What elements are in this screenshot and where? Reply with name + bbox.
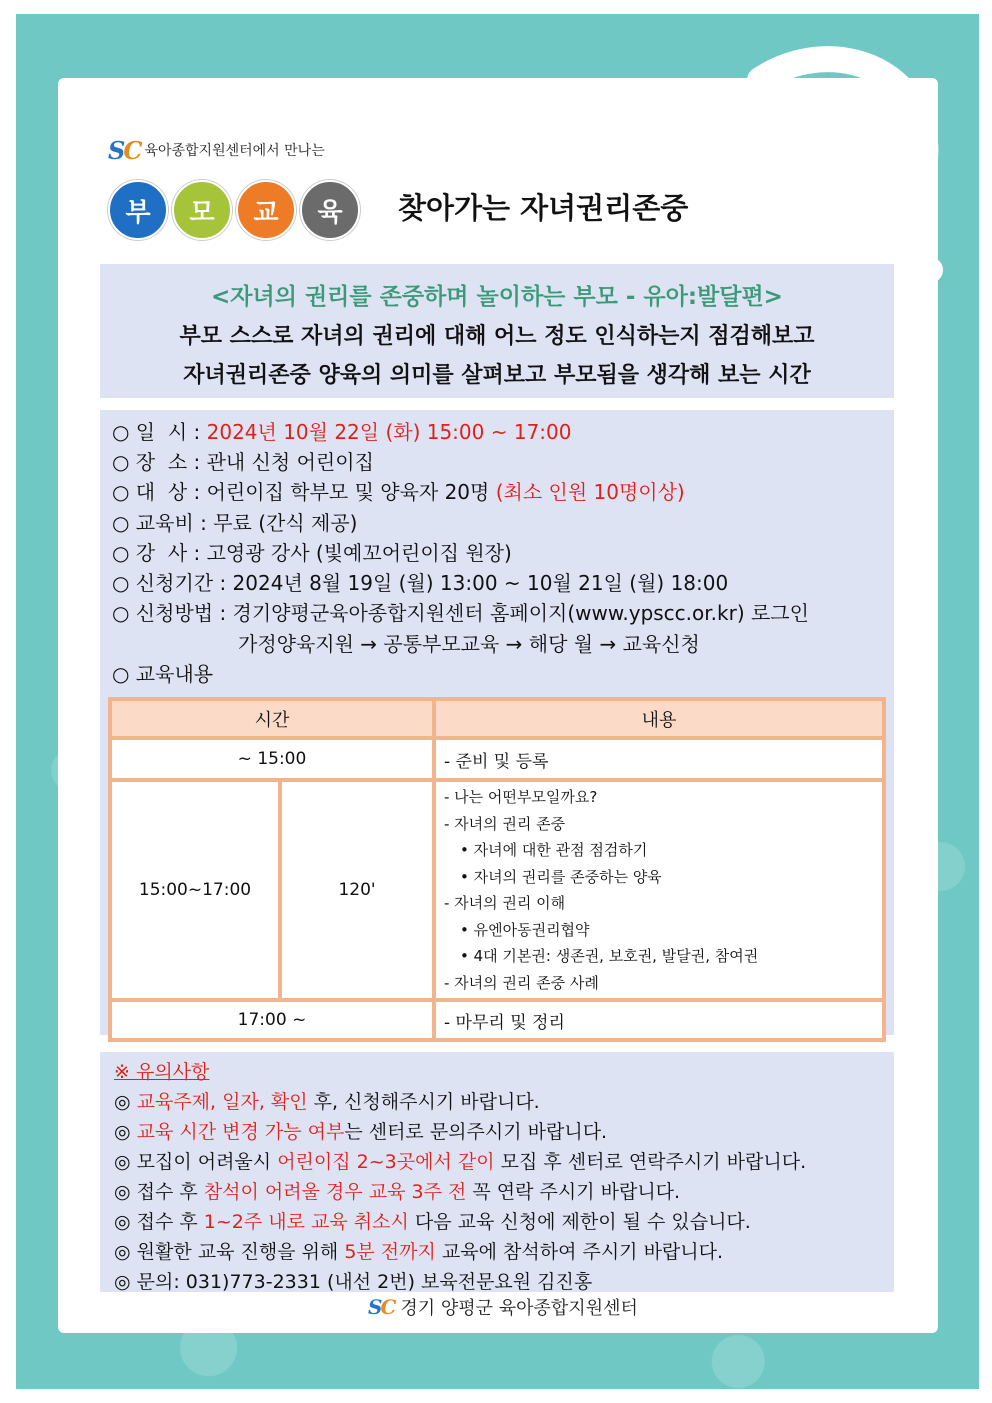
- notes-title: ※ 유의사항: [114, 1061, 210, 1083]
- list-item: • 자녀에 대한 관점 점검하기: [460, 841, 648, 859]
- info-content-label: ○ 교육내용: [112, 662, 214, 686]
- center-logo-line: [108, 135, 325, 165]
- info-period: ○ 신청기간 : 2024년 8월 19일 (월) 13:00 ~ 10월 21일 (월) 18:00: [112, 571, 729, 595]
- bullet: ◎: [114, 1121, 137, 1143]
- table-row: [110, 738, 884, 780]
- intro-line-1: 부모 스스로 자녀의 권리에 대해 어느 정도 인식하는지 점검해보고: [179, 324, 815, 349]
- info-place: ○ 장 소 : 관내 신청 어린이집: [112, 450, 374, 474]
- note-3-pre: 모집이 어려울시: [136, 1151, 278, 1173]
- bullet: ◎: [114, 1181, 137, 1203]
- info-method: ○ 신청방법 : 경기양평군육아종합지원센터 홈페이지(www.ypscc.or.kr) 로그인: [112, 601, 809, 625]
- bullet: ◎: [114, 1211, 137, 1233]
- intro-line-2: 자녀권리존중 양육의 의미를 살펴보고 부모됨을 생각해 보는 시간: [183, 363, 811, 388]
- note-3: [114, 1147, 806, 1174]
- note-4: [114, 1177, 680, 1204]
- note-7: [114, 1267, 592, 1294]
- note-1-text: 후, 신청해주시기 바랍니다.: [307, 1091, 540, 1113]
- target-label: ○ 대 상 : 어린이집 학부모 및 양육자 20명: [112, 480, 496, 504]
- bullet: ◎: [114, 1241, 137, 1263]
- note-3-text: 모집 후 센터로 연락주시기 바랍니다.: [494, 1151, 807, 1173]
- teapot-outline-decoration: [700, 40, 960, 300]
- list-item: • 4대 기본권: 생존권, 보호권, 발달권, 참여권: [460, 947, 759, 965]
- badge-mo: 모: [172, 180, 232, 240]
- row1-content: - 준비 및 등록: [434, 738, 884, 780]
- note-5-highlight: 1~2주 내로 교육 취소시: [203, 1211, 409, 1233]
- info-fee: ○ 교육비 : 무료 (간식 제공): [112, 511, 358, 535]
- row2-duration: 120': [280, 780, 434, 1000]
- date-label: ○ 일 시 :: [112, 420, 207, 444]
- info-method-path: 가정양육지원 → 공통부모교육 → 해당 월 → 교육신청: [238, 632, 700, 656]
- list-item: - 나는 어떤부모일까요?: [444, 788, 598, 806]
- table-row: [110, 780, 884, 1000]
- note-4-highlight: 참석이 어려울 경우 교육 3주 전: [203, 1181, 467, 1203]
- parent-education-badges: [108, 180, 360, 240]
- program-subtitle: <자녀의 권리를 존중하며 놀이하는 부모 - 유아:발달편>: [211, 284, 783, 310]
- note-5: [114, 1207, 751, 1234]
- row1-time: ~ 15:00: [110, 738, 434, 780]
- info-target: [112, 476, 685, 505]
- center-logo-icon: SC: [368, 1295, 395, 1319]
- row3-time: 17:00 ~: [110, 1000, 434, 1040]
- badge-yuk: 육: [300, 180, 360, 240]
- badge-gyo: 교: [236, 180, 296, 240]
- note-4-pre: 접수 후: [136, 1181, 204, 1203]
- target-minimum: (최소 인원 10명이상): [495, 480, 685, 504]
- list-item: • 자녀의 권리를 존중하는 양육: [460, 867, 662, 886]
- schedule-table: [108, 697, 886, 1042]
- bullet: ◎: [114, 1271, 137, 1293]
- note-2-highlight: 교육 시간 변경 가능 여부: [136, 1121, 345, 1143]
- header-content: 내용: [434, 699, 884, 738]
- list-item: - 자녀의 권리 존중: [444, 814, 566, 833]
- note-5-pre: 접수 후: [136, 1211, 204, 1233]
- note-3-highlight: 어린이집 2~3곳에서 같이: [277, 1151, 495, 1173]
- note-6-text: 교육에 참석하여 주시기 바랍니다.: [435, 1241, 724, 1263]
- note-7-contact: 문의: 031)773-2331 (내선 2번) 보육전문요원 김진홍: [136, 1271, 593, 1293]
- info-lecturer: ○ 강 사 : 고영광 강사 (빛예꼬어린이집 원장): [112, 541, 512, 565]
- bullet: ◎: [114, 1091, 137, 1113]
- list-item: - 자녀의 권리 존중 사례: [444, 973, 599, 992]
- note-1: [114, 1087, 540, 1114]
- note-2: [114, 1117, 607, 1144]
- note-4-text: 꼭 연락 주시기 바랍니다.: [466, 1181, 681, 1203]
- note-1-highlight: 교육주제, 일자, 확인: [136, 1091, 308, 1113]
- badge-bu: 부: [108, 180, 168, 240]
- row2-content: [434, 780, 884, 1000]
- note-5-text: 다음 교육 신청에 제한이 될 수 있습니다.: [408, 1211, 751, 1233]
- note-2-text: 는 센터로 문의주시기 바랍니다.: [344, 1121, 608, 1143]
- logo-subtitle: 육아종합지원센터에서 만나는: [144, 143, 325, 159]
- center-logo-icon: SC: [108, 135, 141, 165]
- table-row: [110, 1000, 884, 1040]
- intro-box: [100, 264, 894, 398]
- footer-org: [368, 1294, 638, 1320]
- row2-time: 15:00~17:00: [110, 780, 280, 1000]
- row3-content: - 마무리 및 정리: [434, 1000, 884, 1040]
- table-header-row: [110, 699, 884, 738]
- date-value: 2024년 10월 22일 (화) 15:00 ~ 17:00: [206, 420, 572, 444]
- list-item: - 자녀의 권리 이해: [444, 894, 566, 912]
- note-6: [114, 1237, 723, 1264]
- note-6-pre: 원활한 교육 진행을 위해: [136, 1241, 345, 1263]
- list-item: • 유엔아동권리협약: [460, 920, 590, 939]
- page-title: 찾아가는 자녀권리존중: [398, 191, 689, 225]
- bullet: ◎: [114, 1151, 137, 1173]
- info-date: [112, 416, 571, 445]
- note-6-highlight: 5분 전까지: [344, 1241, 436, 1263]
- header-time: 시간: [110, 699, 434, 738]
- footer-org-name: 경기 양평군 육아종합지원센터: [400, 1298, 638, 1319]
